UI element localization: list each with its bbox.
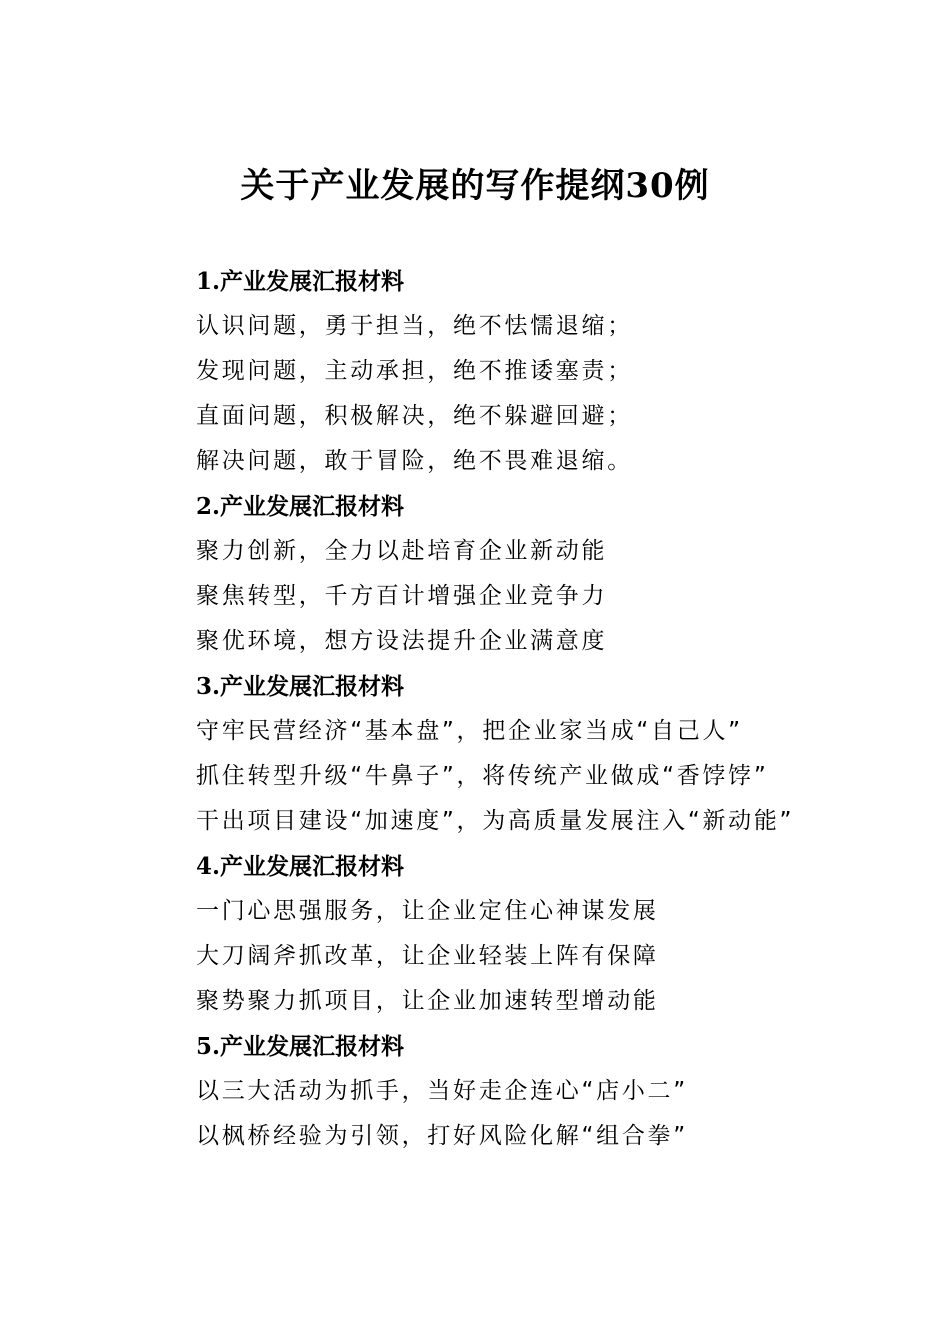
section-line: 聚势聚力抓项目，让企业加速转型增动能 (196, 988, 659, 1014)
section-line: 以枫桥经验为引领，打好风险化解“组合拳” (196, 1123, 688, 1149)
section-line: 大刀阔斧抓改革，让企业轻装上阵有保障 (196, 943, 659, 969)
section-line: 聚焦转型，千方百计增强企业竞争力 (196, 583, 608, 609)
section-heading: 1.产业发展汇报材料 (196, 268, 405, 295)
section-line: 一门心思强服务，让企业定住心神谋发展 (196, 898, 659, 924)
section-heading: 3.产业发展汇报材料 (196, 673, 405, 700)
section-line: 认识问题，勇于担当，绝不怯懦退缩； (196, 313, 633, 339)
section-heading: 4.产业发展汇报材料 (196, 853, 405, 880)
section-line: 解决问题，敢于冒险，绝不畏难退缩。 (196, 448, 633, 474)
section-line: 聚优环境，想方设法提升企业满意度 (196, 628, 608, 654)
section-4 (146, 844, 806, 1024)
section-2 (146, 484, 806, 664)
section-line: 聚力创新，全力以赴培育企业新动能 (196, 538, 608, 564)
section-line: 以三大活动为抓手，当好走企连心“店小二” (196, 1078, 688, 1104)
document-title: 关于产业发展的写作提纲30例 (240, 166, 710, 206)
section-line: 抓住转型升级“牛鼻子”，将传统产业做成“香饽饽” (196, 763, 769, 789)
section-line: 守牢民营经济“基本盘”，把企业家当成“自己人” (196, 718, 743, 744)
section-1 (146, 259, 806, 484)
section-heading: 5.产业发展汇报材料 (196, 1033, 405, 1060)
section-heading: 2.产业发展汇报材料 (196, 493, 405, 520)
section-line: 直面问题，积极解决，绝不躲避回避； (196, 403, 633, 429)
section-5 (146, 1024, 806, 1159)
section-3 (146, 664, 806, 844)
section-line: 干出项目建设“加速度”，为高质量发展注入“新动能” (196, 808, 795, 834)
section-line: 发现问题，主动承担，绝不推诿塞责； (196, 358, 633, 384)
document-body (146, 259, 806, 1159)
